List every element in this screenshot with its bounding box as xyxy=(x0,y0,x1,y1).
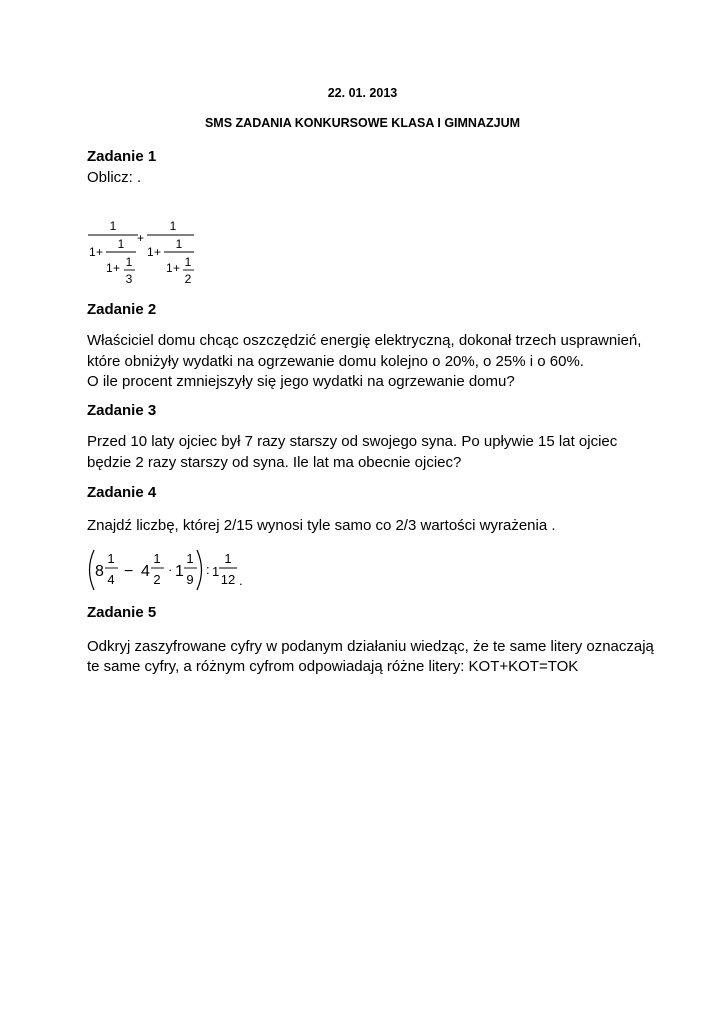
svg-text:8: 8 xyxy=(95,563,104,580)
task-2-heading: Zadanie 2 xyxy=(87,301,157,318)
task-3-line-1: Przed 10 laty ojciec był 7 razy starszy od swojego syna. Po upływie 15 lat ojciec xyxy=(87,433,618,450)
task-2-line-3: O ile procent zmniejszyły się jego wydatki na ogrzewanie domu? xyxy=(87,373,515,390)
task-3-line-2: będzie 2 razy starszy od syna. Ile lat ma obecnie ojciec? xyxy=(87,454,462,471)
formula-1-plus: + xyxy=(137,231,145,245)
svg-text::: : xyxy=(206,562,210,577)
task-4-heading: Zadanie 4 xyxy=(87,484,157,501)
svg-text:1: 1 xyxy=(212,564,220,579)
formula-2-numerator: 1 xyxy=(169,219,177,233)
task-5-line-1: Odkryj zaszyfrowane cyfry w podanym działaniu wiedząc, że te same litery oznaczają xyxy=(87,638,654,655)
svg-text:1: 1 xyxy=(184,255,192,269)
svg-text:9: 9 xyxy=(186,572,194,587)
document-title: SMS ZADANIA KONKURSOWE KLASA I GIMNAZJUM xyxy=(204,116,521,130)
svg-text:1: 1 xyxy=(117,237,125,251)
formula-1-numerator: 1 xyxy=(109,219,117,233)
svg-text:1: 1 xyxy=(186,551,194,566)
task-2-line-1: Właściciel domu chcąc oszczędzić energię elektryczną, dokonał trzech usprawnień, xyxy=(87,332,642,349)
svg-text:+: + xyxy=(173,261,181,275)
svg-text:1: 1 xyxy=(175,563,184,580)
svg-text:1: 1 xyxy=(153,551,161,566)
svg-text:1: 1 xyxy=(107,551,115,566)
svg-text:·: · xyxy=(168,562,173,577)
task-5-line-2: te same cyfry, a różnym cyfrom odpowiadają różne litery: KOT+KOT=TOK xyxy=(87,658,579,675)
svg-text:12: 12 xyxy=(220,572,236,587)
svg-text:2: 2 xyxy=(184,272,192,286)
svg-text:−: − xyxy=(124,563,134,580)
task-1-heading: Zadanie 1 xyxy=(87,148,157,165)
svg-text:1: 1 xyxy=(125,255,133,269)
task-4-formula xyxy=(84,548,244,596)
svg-text:+: + xyxy=(113,261,121,275)
svg-text:2: 2 xyxy=(153,572,161,587)
task-4-text: Znajdź liczbę, której 2/15 wynosi tyle samo co 2/3 wartości wyrażenia . xyxy=(87,517,556,534)
svg-text:4: 4 xyxy=(141,563,150,580)
svg-text:1: 1 xyxy=(224,551,232,566)
task-3-heading: Zadanie 3 xyxy=(87,402,157,419)
document-date: 22. 01. 2013 xyxy=(327,86,398,100)
task-1-formula xyxy=(84,218,200,288)
svg-text:1: 1 xyxy=(106,261,113,275)
svg-text:+: + xyxy=(154,245,162,259)
svg-text:1: 1 xyxy=(166,261,173,275)
svg-text:.: . xyxy=(239,573,243,588)
task-1-text: Oblicz: . xyxy=(87,169,142,186)
task-2-line-2: które obniżyły wydatki na ogrzewanie domu kolejno o 20%, o 25% i o 60%. xyxy=(87,353,584,370)
svg-text:1: 1 xyxy=(175,237,183,251)
svg-text:4: 4 xyxy=(107,572,115,587)
svg-text:+: + xyxy=(96,245,104,259)
svg-text:3: 3 xyxy=(125,272,133,286)
formula-1-whole: 1 xyxy=(89,245,96,259)
svg-text:1: 1 xyxy=(147,245,154,259)
task-5-heading: Zadanie 5 xyxy=(87,604,157,621)
